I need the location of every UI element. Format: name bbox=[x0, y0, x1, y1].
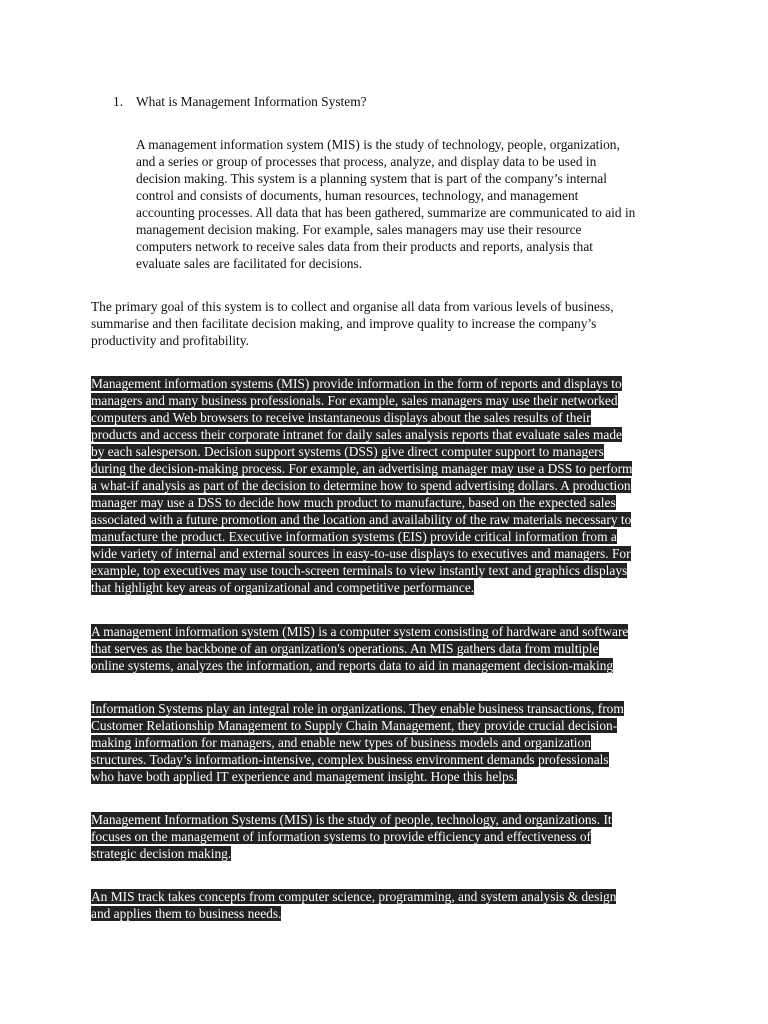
paragraph-line: accounting processes. All data that has been gathered, summarize are communicated to aid in bbox=[136, 205, 636, 220]
highlighted-line: focuses on the management of information systems to provide efficiency and effectiveness of bbox=[91, 829, 592, 844]
paragraph-line: control and consists of documents, human resources, technology, and management bbox=[136, 188, 579, 203]
paragraph-line: summarise and then facilitate decision making, and improve quality to increase the company’s bbox=[91, 316, 597, 331]
highlighted-line: Management Information Systems (MIS) is the study of people, technology, and organizations. It bbox=[91, 812, 612, 827]
highlighted-line: online systems, analyzes the information, and reports data to aid in management decision-making bbox=[91, 658, 614, 673]
highlighted-paragraph-2 bbox=[91, 623, 691, 674]
paragraph-line: A management information system (MIS) is the study of technology, people, organization, bbox=[136, 137, 620, 152]
highlighted-line: that serves as the backbone of an organization's operations. An MIS gathers data from multiple bbox=[91, 641, 599, 656]
paragraph-line: computers network to receive sales data from their products and reports, analysis that bbox=[136, 239, 593, 254]
highlighted-line: example, top executives may use touch-screen terminals to view instantly text and graphics displays bbox=[91, 563, 628, 578]
paragraph-line: The primary goal of this system is to collect and organise all data from various levels of business, bbox=[91, 299, 614, 314]
highlighted-line: during the decision-making process. For example, an advertising manager may use a DSS to perform bbox=[91, 461, 633, 476]
highlighted-line: and applies them to business needs. bbox=[91, 906, 282, 921]
highlighted-paragraph-3 bbox=[91, 700, 691, 785]
question-heading bbox=[113, 93, 367, 110]
highlighted-line: managers and many business professionals. For example, sales managers may use their networked bbox=[91, 393, 618, 408]
highlighted-line: manager may use a DSS to decide how much product to manufacture, based on the expected sales bbox=[91, 495, 616, 510]
highlighted-line: Information Systems play an integral role in organizations. They enable business transactions, from bbox=[91, 701, 624, 716]
highlighted-line: products and access their corporate intranet for daily sales analysis reports that evaluate sales made bbox=[91, 427, 622, 442]
question-text: What is Management Information System? bbox=[136, 94, 367, 109]
highlighted-paragraph-4 bbox=[91, 811, 691, 862]
answer-paragraph-2 bbox=[91, 298, 691, 349]
answer-paragraph-1 bbox=[136, 136, 696, 272]
highlighted-line: Customer Relationship Management to Supply Chain Management, they provide crucial decision- bbox=[91, 718, 618, 733]
highlighted-line: An MIS track takes concepts from computer science, programming, and system analysis & design bbox=[91, 889, 617, 904]
paragraph-line: management decision making. For example, sales managers may use their resource bbox=[136, 222, 582, 237]
paragraph-line: and a series or group of processes that process, analyze, and display data to be used in bbox=[136, 154, 597, 169]
highlighted-line: A management information system (MIS) is a computer system consisting of hardware and software bbox=[91, 624, 629, 639]
highlighted-line: by each salesperson. Decision support systems (DSS) give direct computer support to managers bbox=[91, 444, 604, 459]
highlighted-line: computers and Web browsers to receive instantaneous displays about the sales results of their bbox=[91, 410, 591, 425]
highlighted-line: structures. Today’s information-intensive, complex business environment demands professionals bbox=[91, 752, 609, 767]
highlighted-line: associated with a future promotion and the location and availability of the raw materials necessary to bbox=[91, 512, 632, 527]
paragraph-line: productivity and profitability. bbox=[91, 333, 249, 348]
highlighted-line: making information for managers, and enable new types of business models and organization bbox=[91, 735, 591, 750]
highlighted-line: who have both applied IT experience and management insight. Hope this helps. bbox=[91, 769, 518, 784]
highlighted-line: a what-if analysis as part of the decision to determine how to spend advertising dollars. A production bbox=[91, 478, 631, 493]
highlighted-line: that highlight key areas of organizational and competitive performance. bbox=[91, 580, 475, 595]
highlighted-paragraph-5 bbox=[91, 888, 691, 922]
highlighted-line: Management information systems (MIS) provide information in the form of reports and displays to bbox=[91, 376, 622, 391]
question-number: 1. bbox=[113, 94, 124, 109]
highlighted-line: wide variety of internal and external sources in easy-to-use displays to executives and managers. For bbox=[91, 546, 631, 561]
paragraph-line: decision making. This system is a planning system that is part of the company’s internal bbox=[136, 171, 607, 186]
highlighted-paragraph-1 bbox=[91, 375, 691, 596]
paragraph-line: evaluate sales are facilitated for decisions. bbox=[136, 256, 363, 271]
highlighted-line: strategic decision making. bbox=[91, 846, 232, 861]
highlighted-line: manufacture the product. Executive information systems (EIS) provide critical information from a bbox=[91, 529, 617, 544]
